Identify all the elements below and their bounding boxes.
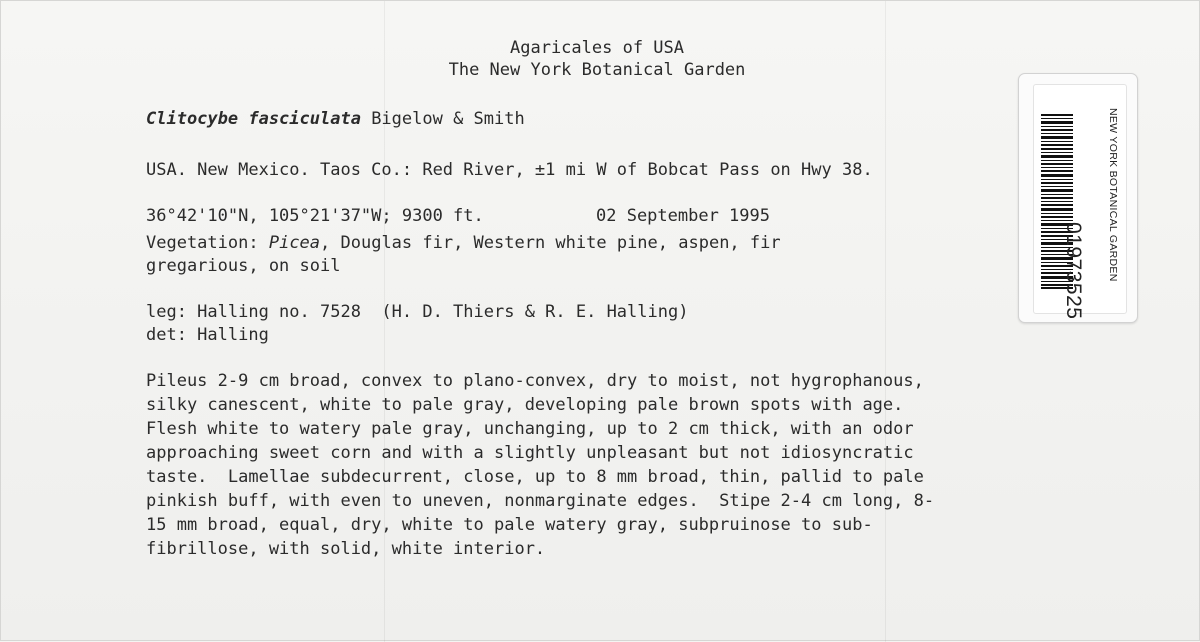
taxon-line	[146, 108, 525, 130]
header-line-1: Agaricales of USA	[510, 38, 684, 58]
coordinates: 36°42'10"N, 105°21'37"W; 9300 ft.	[146, 206, 484, 226]
header-line-2: The New York Botanical Garden	[448, 60, 746, 80]
description-line: approaching sweet corn and with a slightly unpleasant but not idiosyncratic	[146, 443, 914, 463]
barcode-sticker	[1018, 73, 1138, 323]
label-header	[431, 37, 763, 81]
taxon-name: Clitocybe fasciculata	[146, 109, 361, 129]
taxon-authority: Bigelow & Smith	[371, 109, 525, 129]
vegetation-line	[146, 232, 781, 254]
description-line: 15 mm broad, equal, dry, white to pale watery gray, subpruinose to sub-	[146, 515, 873, 535]
description-line: pinkish buff, with even to uneven, nonmarginate edges. Stipe 2-4 cm long, 8-	[146, 491, 935, 511]
collection-date: 02 September 1995	[596, 206, 770, 226]
description-line: Pileus 2-9 cm broad, convex to plano-convex, dry to moist, not hygrophanous,	[146, 371, 924, 391]
description-line: silky canescent, white to pale gray, developing pale brown spots with age.	[146, 395, 904, 415]
locality: USA. New Mexico. Taos Co.: Red River, ±1 mi W of Bobcat Pass on Hwy 38.	[146, 160, 873, 180]
vegetation-rest: , Douglas fir, Western white pine, aspen, fir	[320, 233, 781, 253]
description-line: Flesh white to watery pale gray, unchanging, up to 2 cm thick, with an odor	[146, 419, 914, 439]
barcode-institution: NEW YORK BOTANICAL GARDEN	[1107, 108, 1119, 282]
description-line: fibrillose, with solid, white interior.	[146, 539, 546, 559]
habitat: gregarious, on soil	[146, 256, 341, 276]
description-line: taste. Lamellae subdecurrent, close, up to 8 mm broad, thin, pallid to pale	[146, 467, 924, 487]
determiner: det: Halling	[146, 325, 269, 345]
paper-crease	[885, 1, 886, 642]
vegetation-genus: Picea	[268, 233, 321, 253]
collector: leg: Halling no. 7528 (H. D. Thiers & R. E. Halling)	[146, 302, 689, 322]
barcode-number: 01973525	[1062, 222, 1085, 320]
vegetation-label: Vegetation:	[146, 233, 259, 253]
